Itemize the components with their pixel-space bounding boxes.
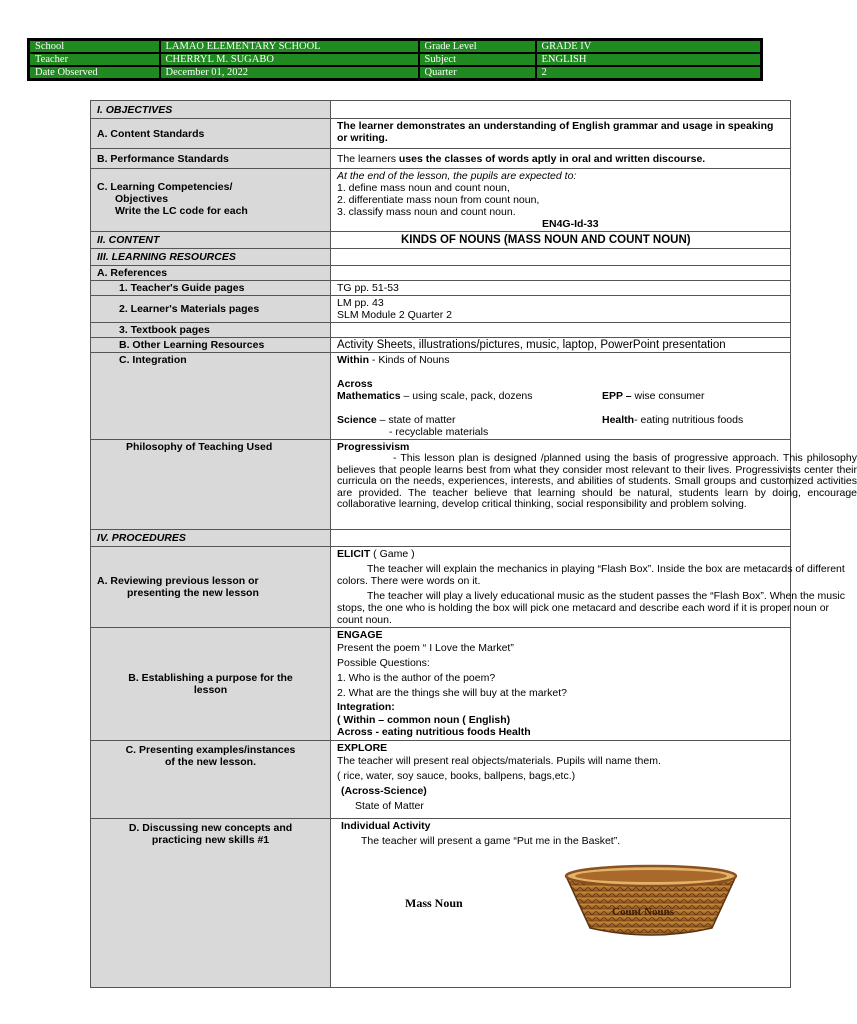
lesson-plan-table [90, 100, 857, 988]
resources-heading: III. LEARNING RESOURCES [91, 249, 331, 266]
explore-text: EXPLORE The teacher will present real objects/materials. Pupils will name them. ( rice, water, soy sauce, books, ballpens, bags,etc.) (Across-Science) State of Matter [331, 741, 791, 819]
row-integration [91, 353, 791, 440]
row-content [91, 232, 791, 249]
row-learning-competencies [91, 169, 791, 232]
integration-label: C. Integration [91, 353, 331, 440]
row-performance-standards [91, 149, 791, 169]
teachers-guide-label: 1. Teacher's Guide pages [91, 281, 331, 296]
integration-text: Within - Kinds of Nouns Across Mathematics – using scale, pack, dozens EPP – wise consumer Science – state of matter Health- eating nutritious foods - recyclable materials [331, 353, 791, 440]
quarter-label: Quarter [419, 66, 536, 80]
row-textbook [91, 323, 791, 338]
reviewing-lesson-label: A. Reviewing previous lesson or presenting the new lesson [91, 547, 331, 628]
performance-standards-label: B. Performance Standards [91, 149, 331, 169]
subject-value: ENGLISH [536, 53, 762, 66]
row-procedures-heading [91, 530, 791, 547]
row-content-standards [91, 119, 791, 149]
competency-code: EN4G-Id-33 [542, 218, 599, 230]
content-heading: II. CONTENT [91, 232, 331, 249]
content-title: KINDS OF NOUNS (MASS NOUN AND COUNT NOUN) [331, 232, 791, 249]
row-resources-heading [91, 249, 791, 266]
textbook-label: 3. Textbook pages [91, 323, 331, 338]
learners-materials-label: 2. Learner's Materials pages [91, 296, 331, 323]
school-label: School [29, 40, 160, 54]
objectives-heading: I. OBJECTIVES [91, 101, 331, 119]
header-row-school [29, 40, 762, 54]
row-other-resources [91, 338, 791, 353]
philosophy-text: Progressivism - This lesson plan is designed /planned using the basis of progressive approach. This philosophy believes that people learns best from what they consider most relevant to their lives. Progressivists center their curricula on the needs, experiences, interests, and abilities of students. Small groups and customized activities are provided. The teacher believe that learning should be natural, students learn by doing, encourage collaborative learning, develop critical thinking, social responsibility and problem solving. [331, 440, 791, 530]
row-elicit [91, 547, 791, 628]
row-engage [91, 628, 791, 741]
grade-label: Grade Level [419, 40, 536, 54]
learning-competencies-text: At the end of the lesson, the pupils are expected to: 1. define mass noun and count noun, 2. differentiate mass noun from count noun, 3. classify mass noun and count noun. EN4G-Id-33 [331, 169, 791, 232]
procedures-heading: IV. PROCEDURES [91, 530, 331, 547]
presenting-examples-label: C. Presenting examples/instances of the new lesson. [91, 741, 331, 819]
row-explore [91, 741, 791, 819]
mass-noun-label: Mass Noun [405, 896, 463, 910]
individual-activity-text: Individual Activity The teacher will present a game “Put me in the Basket”. Mass Noun [331, 819, 791, 988]
school-value: LAMAO ELEMENTARY SCHOOL [160, 40, 419, 54]
performance-standards-text: The learners uses the classes of words aptly in oral and written discourse. [331, 149, 791, 169]
subject-label: Subject [419, 53, 536, 66]
teacher-value: CHERRYL M. SUGABO [160, 53, 419, 66]
elicit-text: ELICIT ( Game ) The teacher will explain the mechanics in playing “Flash Box”. Inside the box are metacards of different colors. There were words on it. The teacher will play a lively educational music as the student passes the “Flash Box”. When the music stops, the one who is holding the box will pick one metacard and describe each word if it is proper noun or count noun. [331, 547, 791, 628]
date-label: Date Observed [29, 66, 160, 80]
learning-competencies-label: C. Learning Competencies/ Objectives Write the LC code for each [91, 169, 331, 232]
row-objectives-heading [91, 101, 791, 119]
basket-image [562, 862, 740, 938]
philosophy-label: Philosophy of Teaching Used [91, 440, 331, 530]
row-teachers-guide [91, 281, 791, 296]
engage-text: ENGAGE Present the poem “ I Love the Market” Possible Questions: 1. Who is the author of the poem? 2. What are the things she will buy at the market? Integration: ( Within – common noun ( English) Across - eating nutritious foods Health [331, 628, 791, 741]
establishing-purpose-label: B. Establishing a purpose for the lesson [91, 628, 331, 741]
quarter-value: 2 [536, 66, 762, 80]
header-info-table [27, 38, 763, 81]
other-resources-value: Activity Sheets, illustrations/pictures, music, laptop, PowerPoint presentation [331, 338, 791, 353]
row-philosophy [91, 440, 791, 530]
references-label: A. References [91, 266, 331, 281]
other-resources-label: B. Other Learning Resources [91, 338, 331, 353]
header-row-teacher [29, 53, 762, 66]
teacher-label: Teacher [29, 53, 160, 66]
row-learners-materials [91, 296, 791, 323]
content-standards-text: The learner demonstrates an understanding of English grammar and usage in speaking or writing. [331, 119, 791, 149]
content-standards-label: A. Content Standards [91, 119, 331, 149]
discussing-concepts-label: D. Discussing new concepts and practicing new skills #1 [91, 819, 331, 988]
learners-materials-value: LM pp. 43 SLM Module 2 Quarter 2 [331, 296, 791, 323]
row-references [91, 266, 791, 281]
teachers-guide-value: TG pp. 51-53 [331, 281, 791, 296]
date-value: December 01, 2022 [160, 66, 419, 80]
header-row-date [29, 66, 762, 80]
count-nouns-label: Count Nouns [612, 906, 675, 918]
grade-value: GRADE IV [536, 40, 762, 54]
